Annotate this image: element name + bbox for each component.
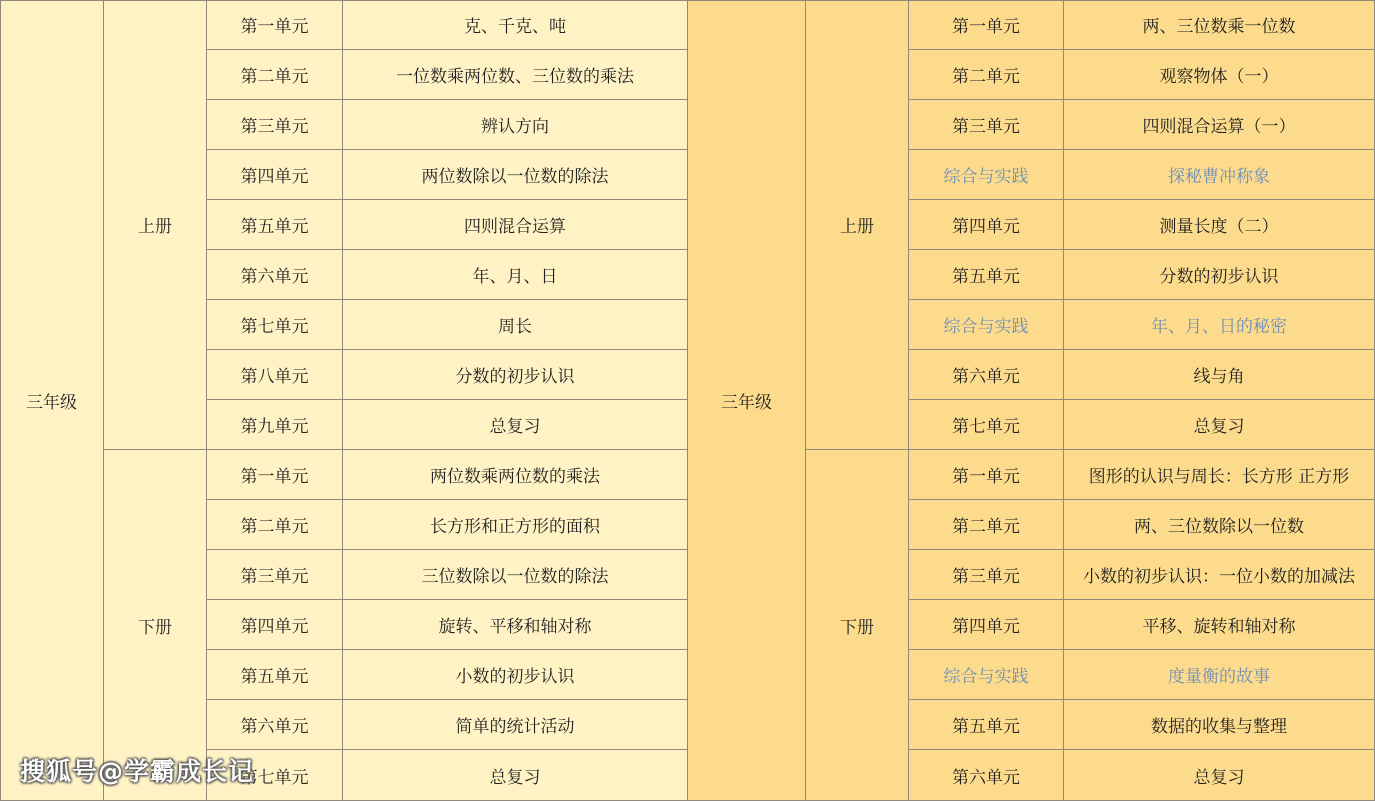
unit-cell: 第一单元 (207, 450, 343, 500)
content-cell: 四则混合运算 (343, 200, 688, 250)
content-cell: 两位数乘两位数的乘法 (343, 450, 688, 500)
content-cell: 小数的初步认识：一位小数的加减法 (1064, 550, 1375, 600)
content-cell: 年、月、日 (343, 250, 688, 300)
unit-cell: 第一单元 (909, 0, 1064, 50)
content-cell: 年、月、日的秘密 (1064, 300, 1375, 350)
unit-cell: 第五单元 (909, 700, 1064, 750)
content-cell: 总复习 (1064, 750, 1375, 801)
unit-cell: 第三单元 (207, 550, 343, 600)
unit-cell: 第三单元 (207, 100, 343, 150)
content-cell: 总复习 (1064, 400, 1375, 450)
unit-cell: 第五单元 (207, 200, 343, 250)
volume-cell: 上册 (806, 0, 909, 450)
content-cell: 探秘曹冲称象 (1064, 150, 1375, 200)
content-cell: 周长 (343, 300, 688, 350)
unit-cell: 第六单元 (909, 350, 1064, 400)
content-cell: 总复习 (343, 400, 688, 450)
content-cell: 两位数除以一位数的除法 (343, 150, 688, 200)
content-cell: 观察物体（一） (1064, 50, 1375, 100)
unit-cell: 第七单元 (207, 300, 343, 350)
unit-cell: 第七单元 (909, 400, 1064, 450)
unit-cell: 第五单元 (909, 250, 1064, 300)
volume-cell: 上册 (104, 0, 207, 450)
content-cell: 辨认方向 (343, 100, 688, 150)
grade-cell: 三年级 (688, 0, 806, 801)
content-cell: 总复习 (343, 750, 688, 801)
content-cell: 旋转、平移和轴对称 (343, 600, 688, 650)
unit-cell: 第三单元 (909, 100, 1064, 150)
unit-cell: 第四单元 (207, 150, 343, 200)
unit-cell: 第六单元 (207, 700, 343, 750)
volume-cell: 下册 (104, 450, 207, 801)
content-cell: 线与角 (1064, 350, 1375, 400)
grade-cell: 三年级 (0, 0, 104, 801)
content-cell: 小数的初步认识 (343, 650, 688, 700)
unit-cell: 综合与实践 (909, 650, 1064, 700)
unit-cell: 第二单元 (207, 50, 343, 100)
unit-cell: 第八单元 (207, 350, 343, 400)
content-cell: 克、千克、吨 (343, 0, 688, 50)
unit-cell: 第二单元 (909, 500, 1064, 550)
unit-cell: 第二单元 (909, 50, 1064, 100)
unit-cell: 综合与实践 (909, 150, 1064, 200)
unit-cell: 第二单元 (207, 500, 343, 550)
content-cell: 两、三位数乘一位数 (1064, 0, 1375, 50)
content-cell: 测量长度（二） (1064, 200, 1375, 250)
unit-cell: 综合与实践 (909, 300, 1064, 350)
content-cell: 平移、旋转和轴对称 (1064, 600, 1375, 650)
content-cell: 数据的收集与整理 (1064, 700, 1375, 750)
content-cell: 简单的统计活动 (343, 700, 688, 750)
content-cell: 一位数乘两位数、三位数的乘法 (343, 50, 688, 100)
content-cell: 长方形和正方形的面积 (343, 500, 688, 550)
unit-cell: 第六单元 (207, 250, 343, 300)
content-cell: 分数的初步认识 (1064, 250, 1375, 300)
unit-cell: 第一单元 (207, 0, 343, 50)
unit-cell: 第六单元 (909, 750, 1064, 801)
unit-cell: 第四单元 (909, 600, 1064, 650)
unit-cell: 第五单元 (207, 650, 343, 700)
unit-cell: 第七单元 (207, 750, 343, 801)
content-cell: 图形的认识与周长：长方形 正方形 (1064, 450, 1375, 500)
volume-cell: 下册 (806, 450, 909, 801)
content-cell: 分数的初步认识 (343, 350, 688, 400)
unit-cell: 第一单元 (909, 450, 1064, 500)
unit-cell: 第九单元 (207, 400, 343, 450)
unit-cell: 第四单元 (207, 600, 343, 650)
content-cell: 度量衡的故事 (1064, 650, 1375, 700)
content-cell: 三位数除以一位数的除法 (343, 550, 688, 600)
unit-cell: 第四单元 (909, 200, 1064, 250)
unit-cell: 第三单元 (909, 550, 1064, 600)
content-cell: 四则混合运算（一） (1064, 100, 1375, 150)
watermark: 搜狐号@学霸成长记 (20, 757, 255, 786)
content-cell: 两、三位数除以一位数 (1064, 500, 1375, 550)
